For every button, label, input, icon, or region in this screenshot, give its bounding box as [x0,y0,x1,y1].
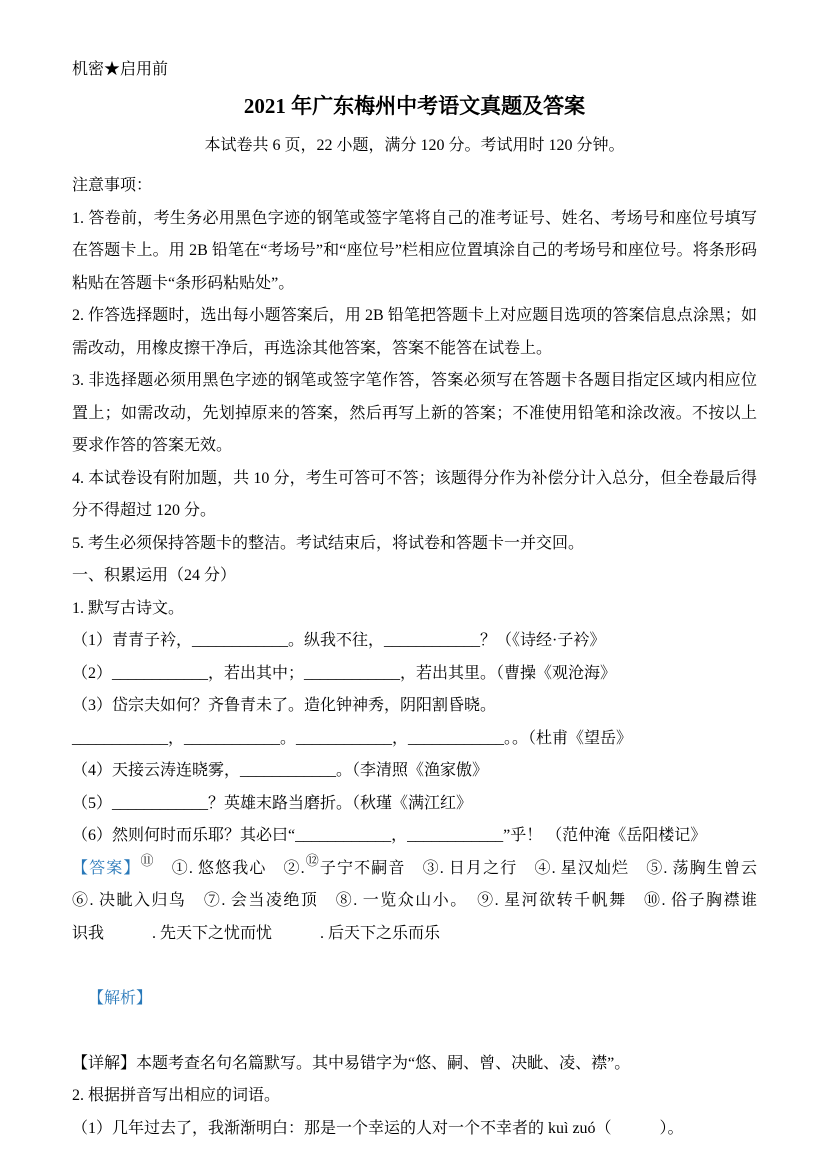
detail-label: 【详解】 [72,1054,137,1072]
answer-line-3: 识我 . 先天下之忧而忧 . 后天下之乐而乐 [72,924,441,942]
question1-stem: 1. 默写古诗文。 [72,599,185,617]
note-item-1: 1. 答卷前，考生务必用黑色字迹的钢笔或签字笔将自己的准考证号、姓名、考场号和座位号填写在答题卡上。用 2B 铅笔在“考场号”和“座位号”栏相应位置填涂自己的考场号和座位号。将条形码粘贴在答题卡“条形码粘贴处”。 [72,209,757,292]
analysis-label-line [72,950,757,1048]
question1-blank-line-2: （2）____________，若出其中；____________，若出其里。（曹操《观沧海》 [72,664,617,682]
question1-blank-line-3: （3）岱宗夫如何？齐鲁青未了。造化钟神秀，阴阳割昏晓。 [72,697,497,714]
page-title: 2021 年广东梅州中考语文真题及答案 [243,94,586,118]
security-notice: 机密★启用前 [72,61,169,78]
notes-heading: 注意事项： [72,177,153,194]
question1-blank-line-4: （4）天接云涛连晓雾，____________。（李清照《渔家傲》 [72,762,489,779]
analysis-label: 【解析】 [88,989,153,1007]
question2-stem: 2. 根据拼音写出相应的词语。 [72,1087,281,1104]
answer-items-a: ①. 悠悠我心 ②. [154,859,305,877]
answer-line-2: ⑥. 决眦入归鸟 ⑦. 会当凌绝顶 ⑧. 一览众山小。 ⑨. 星河欲转千帆舞 ⑩. 俗子胸襟谁 [72,892,757,909]
answer-block [72,853,757,951]
question1-blank-line-1: （1）青青子衿，____________。纵我不往，____________？（《诗经·子衿》 [72,632,606,649]
note-item-5: 5. 考生必须保持答题卡的整洁。考试结束后，将试卷和答题卡一并交回。 [72,534,585,552]
answer-superscript-12: ⑫ [304,852,320,868]
answer-items-b: 子宁不嗣音 ③. 日月之行 ④. 星汉灿烂 ⑤. 荡胸生曾云 [319,859,757,877]
question1-blank-line-3-cont: ____________，____________。____________，____________。。（杜甫《望岳》 [72,729,633,747]
question1-blank-line-5: （5）____________？英雄末路当磨折。（秋瑾《满江红》 [72,794,473,812]
section-heading: 一、积累运用（24 分） [72,567,237,584]
detail-line [72,1048,757,1081]
note-item-4: 4. 本试卷设有附加题，共 10 分，考生可答可不答；该题得分作为补偿分计入总分，但全卷最后得分不得超过 120 分。 [72,469,757,519]
question2-item-1: （1）几年过去了，我渐渐明白：那是一个幸运的人对一个不幸者的 kuì zuó（ ）。 [72,1119,684,1137]
detail-text: 本题考查名句名篇默写。其中易错字为“悠、嗣、曾、决眦、凌、襟”。 [136,1054,631,1072]
page-subtitle: 本试卷共 6 页，22 小题，满分 120 分。考试用时 120 分钟。 [204,137,625,154]
question1-blank-line-6: （6）然则何时而乐耶？其必曰“____________，____________”乎！ （范仲淹《岳阳楼记》 [72,827,707,844]
answer-line-1 [72,853,757,886]
answer-superscript-11: ⑪ [140,852,155,868]
answer-label: 【答案】 [72,859,141,877]
note-item-2: 2. 作答选择题时，选出每小题答案后，用 2B 铅笔把答题卡上对应题目选项的答案信息点涂黑；如需改动，用橡皮擦干净后，再选涂其他答案，答案不能答在试卷上。 [72,307,757,357]
note-item-3: 3. 非选择题必须用黑色字迹的钢笔或签字笔作答，答案必须写在答题卡各题目指定区域内相应位置上；如需改动，先划掉原来的答案，然后再写上新的答案；不准使用铅笔和涂改液。不按以上要求作答的答案无效。 [72,372,757,454]
